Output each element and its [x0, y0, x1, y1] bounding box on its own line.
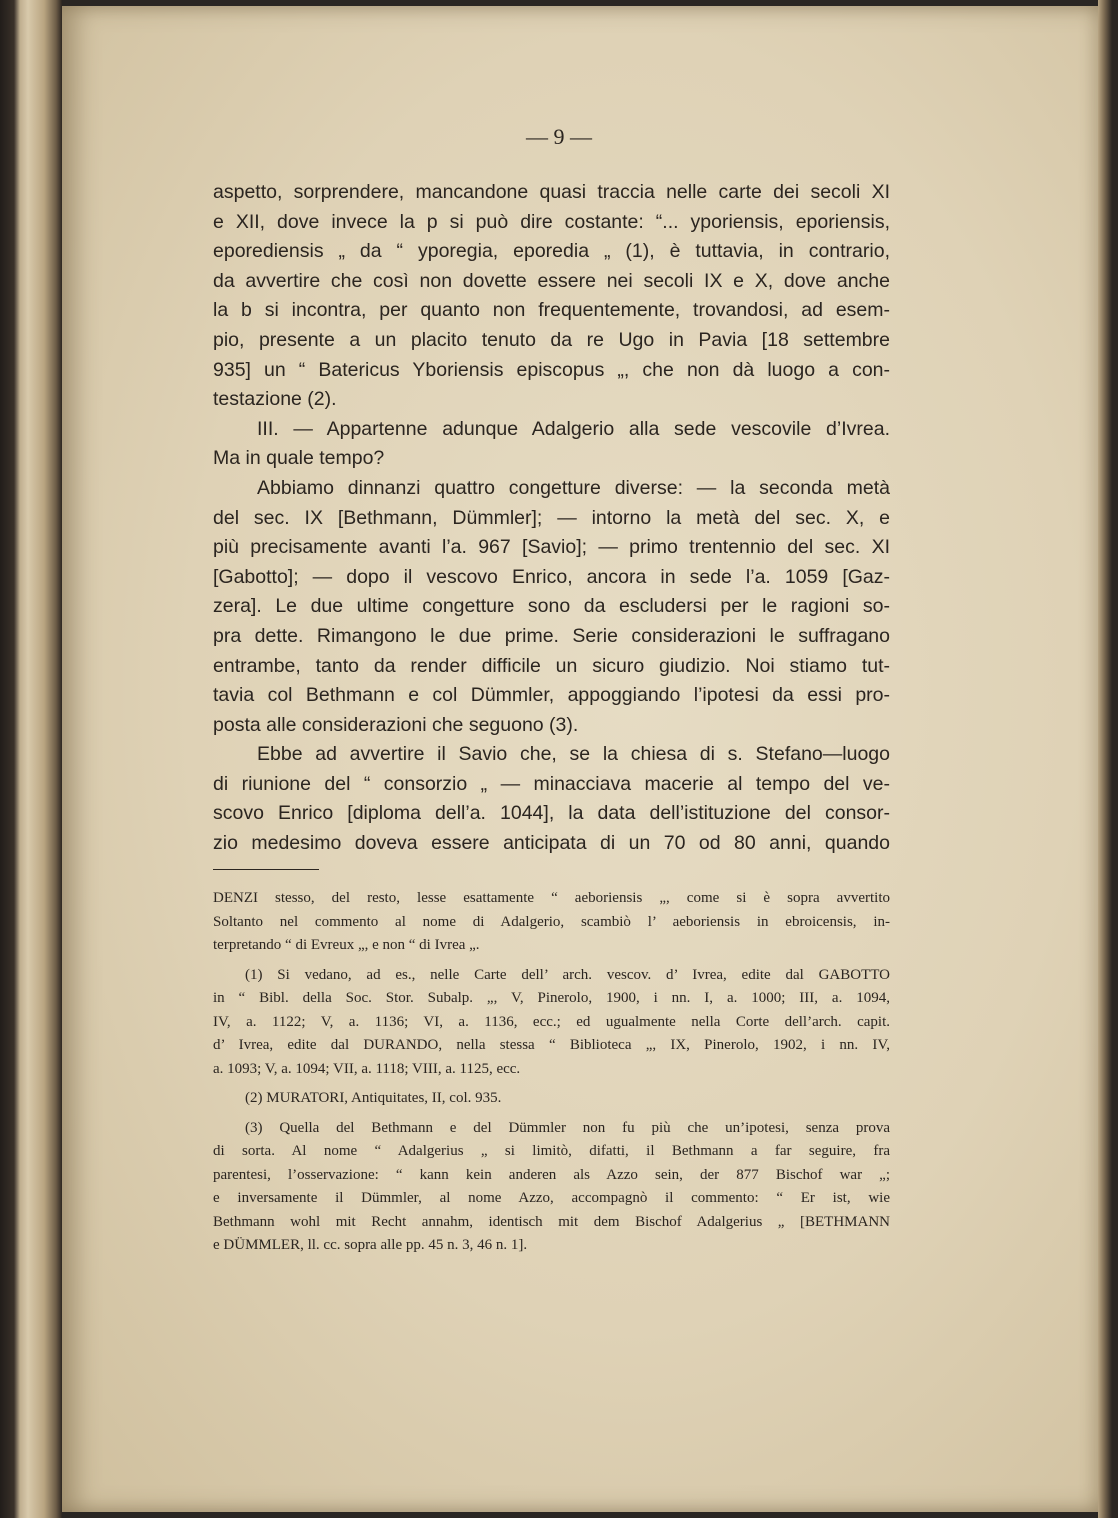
page-edge — [1098, 0, 1118, 1518]
body-line: posta alle considerazioni che seguono (3). — [213, 713, 579, 736]
body-line: aspetto, sorprendere, mancandone quasi traccia nelle carte dei secoli XI — [213, 181, 890, 203]
body-line: eporediensis „ da “ yporegia, eporedia „ (1), è tuttavia, in contrario, — [213, 240, 890, 263]
body-text — [213, 178, 890, 859]
body-line: III. — Appartenne adunque Adalgerio alla sede vescovile d’Ivrea. — [257, 417, 890, 440]
body-line: da avvertire che così non dovette essere nei secoli IX e X, dove anche — [213, 269, 890, 292]
body-line: Ebbe ad avvertire il Savio che, se la chiesa di s. Stefano—luogo — [257, 743, 890, 766]
body-line: 935] un “ Batericus Yboriensis episcopus „, che non dà luogo a con- — [213, 358, 890, 381]
footnote-line: d’ Ivrea, edite dal DURANDO, nella stessa “ Biblioteca „, IX, Pinerolo, 1902, i nn. IV, — [213, 1037, 890, 1053]
page-number: — 9 — — [526, 124, 592, 149]
body-line: la b si incontra, per quanto non frequentemente, trovandosi, ad esem- — [213, 299, 890, 322]
footnotes — [213, 887, 890, 1258]
body-line: più precisamente avanti l’a. 967 [Savio]; — primo trentennio del sec. XI — [213, 536, 890, 559]
body-line: [Gabotto]; — dopo il vescovo Enrico, ancora in sede l’a. 1059 [Gaz- — [213, 565, 890, 588]
body-line: zio medesimo doveva essere anticipata di un 70 od 80 anni, quando — [213, 832, 890, 855]
footnote-line: Bethmann wohl mit Recht annahm, identisch mit dem Bischof Adalgerius „ [BETHMANN — [213, 1213, 890, 1230]
body-line: pio, presente a un placito tenuto da re Ugo in Pavia [18 settembre — [213, 328, 890, 351]
footnote-line: (1) Si vedano, ad es., nelle Carte dell’ arch. vescov. d’ Ivrea, edite dal GABOTTO — [245, 966, 890, 983]
body-line: di riunione del “ consorzio „ — minacciava macerie al tempo del ve- — [213, 772, 890, 795]
body-line: Ma in quale tempo? — [213, 447, 385, 470]
body-line: entrambe, tanto da render difficile un sicuro giudizio. Noi stiamo tut- — [213, 654, 890, 677]
footnote-line: in “ Bibl. della Soc. Stor. Subalp. „, V, Pinerolo, 1900, i nn. I, a. 1000; III, a. 1094, — [213, 990, 890, 1006]
footnote-line: a. 1093; V, a. 1094; VII, a. 1118; VIII, a. 1125, ecc. — [213, 1060, 521, 1077]
book-spine — [0, 0, 62, 1518]
footnote-line: (2) MURATORI, Antiquitates, II, col. 935. — [245, 1090, 502, 1106]
footnote-line: di sorta. Al nome “ Adalgerius „ si limitò, difatti, il Bethmann a far seguire, fra — [213, 1143, 890, 1159]
body-line: zera]. Le due ultime congetture sono da escludersi per le ragioni so- — [213, 595, 890, 618]
footnote-line: Soltanto nel commento al nome di Adalgerio, scambiò l’ aeboriensis in ebroicensis, in- — [213, 913, 890, 930]
footnote-line: terpretando “ di Evreux „, e non “ di Ivrea „. — [213, 937, 480, 953]
footnote-line: IV, a. 1122; V, a. 1136; VI, a. 1136, ecc.; ed ugualmente nella Corte dell’arch. capit. — [213, 1013, 890, 1030]
body-line: Abbiamo dinnanzi quattro congetture diverse: — la seconda metà — [257, 476, 890, 499]
footnote-line: (3) Quella del Bethmann e del Dümmler non fu più che un’ipotesi, senza prova — [245, 1119, 890, 1136]
footnote-line: e DÜMMLER, ll. cc. sopra alle pp. 45 n. 3, 46 n. 1]. — [213, 1237, 528, 1253]
body-line: pra dette. Rimangono le due prime. Serie considerazioni le suffragano — [213, 624, 890, 647]
body-line: testazione (2). — [213, 388, 337, 411]
body-line: del sec. IX [Bethmann, Dümmler]; — intorno la metà del sec. X, e — [213, 506, 890, 529]
footnote-line: DENZI stesso, del resto, lesse esattamente “ aeboriensis „, come si è sopra avvertito — [213, 890, 890, 906]
footnote-rule — [213, 869, 319, 870]
body-line: e XII, dove invece la p si può dire costante: “... yporiensis, eporiensis, — [213, 210, 890, 233]
footnote-line: e inversamente il Dümmler, al nome Azzo, accompagnò il commento: “ Er ist, wie — [213, 1190, 890, 1206]
footnote-line: parentesi, l’osservazione: “ kann kein anderen als Azzo sein, der 877 Bischof war „; — [213, 1166, 890, 1183]
body-line: scovo Enrico [diploma dell’a. 1044], la data dell’istituzione del consor- — [213, 802, 890, 825]
body-line: tavia col Bethmann e col Dümmler, appoggiando l’ipotesi da essi pro- — [213, 684, 890, 707]
